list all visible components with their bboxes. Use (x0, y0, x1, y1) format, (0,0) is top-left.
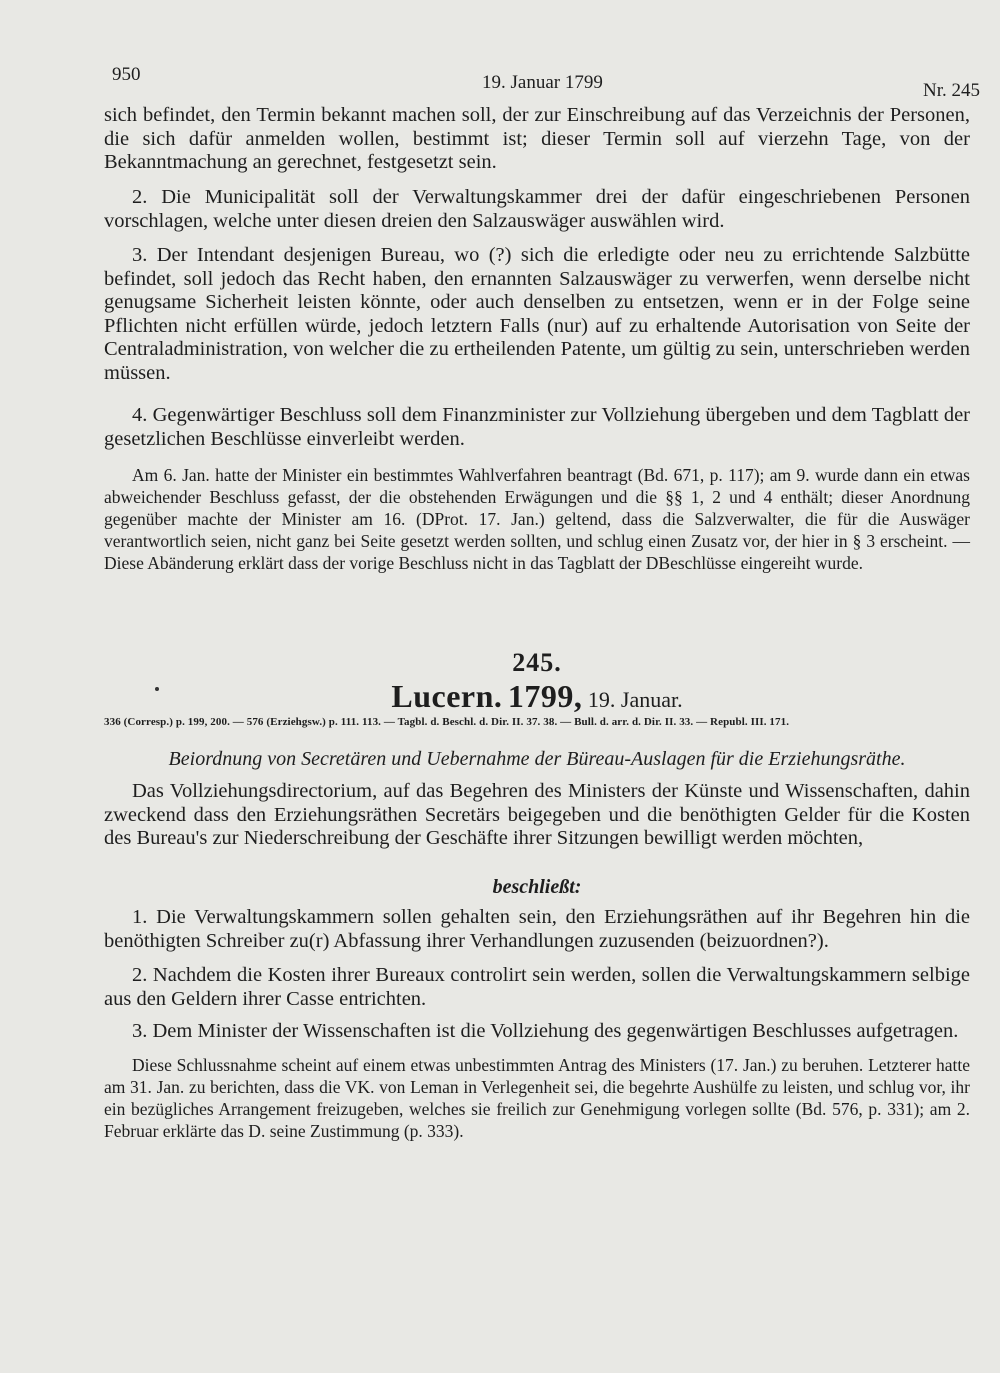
header-date: 19. Januar 1799 (482, 72, 603, 93)
continuation-item-2: 2. Die Municipalität soll der Verwaltungskammer drei der dafür eingeschriebenen Personen vorschlagen, welche unter diesen dreien den Salzauswäger auswählen wird. (104, 186, 970, 232)
entry-sources: 336 (Corresp.) p. 199, 200. — 576 (Erziehgsw.) p. 111. 113. — Tagbl. d. Beschl. d. Dir. II. 37. 38. — Bull. d. arr. d. Dir. II. 33. — Republ. III. 171. (104, 716, 790, 728)
entry-year: 1799, (507, 678, 583, 714)
continuation-item-3: 3. Der Intendant desjenigen Bureau, wo (?) sich die erledigte oder neu zu errichtende Salzbütte befindet, soll jedoch das Recht haben, den ernannten Salzauswäger zu verwerfen, wenn derselbe nicht genugsame Sicherheit leisten könnte, oder auch denselben zu entsetzen, wenn er in der Folge seine Pflichten nicht erfüllen würde, jedoch letztern Falls (nur) auf zu erhaltende Autorisation von Seite der Centraladministration, von welcher die zu ertheilenden Patente, um gültig zu sein, unterschrieben werden müssen. (104, 244, 970, 384)
continuation-paragraph (104, 104, 970, 175)
entry-subject: Beiordnung von Secretären und Uebernahme der Büreau-Auslagen für die Erziehungsräthe. (168, 748, 906, 770)
entry-resolves: beschließt: (492, 876, 582, 898)
entry-heading (104, 678, 970, 715)
continuation-note: Am 6. Jan. hatte der Minister ein bestimmtes Wahlverfahren beantragt (Bd. 671, p. 117); am 9. wurde dann ein etwas abweichender Beschluss gefasst, der die obstehenden Erwägungen und die §§ 1, 2 und 4 enthält; dieser Anordnung gegenüber machte der Minister am 16. (DProt. 17. Jan.) geltend, dass die Salzverwalter, die für die Auswäger verantwortlich seien, nicht ganz bei Seite gesetzt werden sollten, und schlug einen Zusatz vor, der hier in § 3 erscheint. — Diese Abänderung erklärt dass der vorige Beschluss nicht in das Tagblatt der DBeschlüsse eingereiht wurde. (104, 465, 970, 573)
entry-place: Lucern. (391, 678, 503, 714)
page-number: 950 (112, 64, 141, 85)
entry-article-1: 1. Die Verwaltungskammern sollen gehalten sein, den Erziehungsräthen auf ihr Begehren hin die benöthigten Schreiber zu(r) Abfassung ihrer Verhandlungen zuzusenden (beizuordnen?). (104, 906, 970, 952)
header-section-number: Nr. 245 (923, 80, 980, 101)
entry-note: Diese Schlussnahme scheint auf einem etwas unbestimmten Antrag des Ministers (17. Jan.) zu beruhen. Letzterer hatte am 31. Jan. zu berichten, dass die VK. von Leman in Verlegenheit sei, die begehrte Aushülfe zu leisten, und schlug vor, ihr ein bezügliches Arrangement freizugeben, welches sie freilich zur Genehmigung vorlegen sollte (Bd. 576, p. 331); am 2. Februar erklärte das D. seine Zustimmung (p. 333). (104, 1055, 970, 1141)
entry-number: 245. (512, 648, 562, 677)
entry-date: 19. Januar. (587, 687, 683, 712)
running-header (112, 62, 980, 102)
entry-article-3: 3. Dem Minister der Wissenschaften ist die Vollziehung des gegenwärtigen Beschlusses aufgetragen. (132, 1020, 959, 1042)
continuation-item-4: 4. Gegenwärtiger Beschluss soll dem Finanzminister zur Vollziehung übergeben und dem Tagblatt der gesetzlichen Beschlüsse einverleibt werden. (104, 404, 970, 450)
entry-article-2: 2. Nachdem die Kosten ihrer Bureaux controlirt sein werden, sollen die Verwaltungskammern selbige aus den Geldern ihrer Casse entrichten. (104, 964, 970, 1010)
continuation-intro: sich befindet, den Termin bekannt machen soll, der zur Einschreibung auf das Verzeichnis der Personen, die sich dafür anmelden wollen, bestimmt ist; dieser Termin soll auf vierzehn Tage, von der Bekanntmachung an gerechnet, festgesetzt sein. (104, 104, 970, 173)
entry-preamble: Das Vollziehungsdirectorium, auf das Begehren des Ministers der Künste und Wissenschaften, dahin zweckend dass den Erziehungsräthen Secretärs beigegeben und die benöthigten Gelder für die Kosten des Bureau's zur Niederschreibung der Geschäfte ihrer Sitzungen bewilligt werden möchten, (104, 780, 970, 849)
